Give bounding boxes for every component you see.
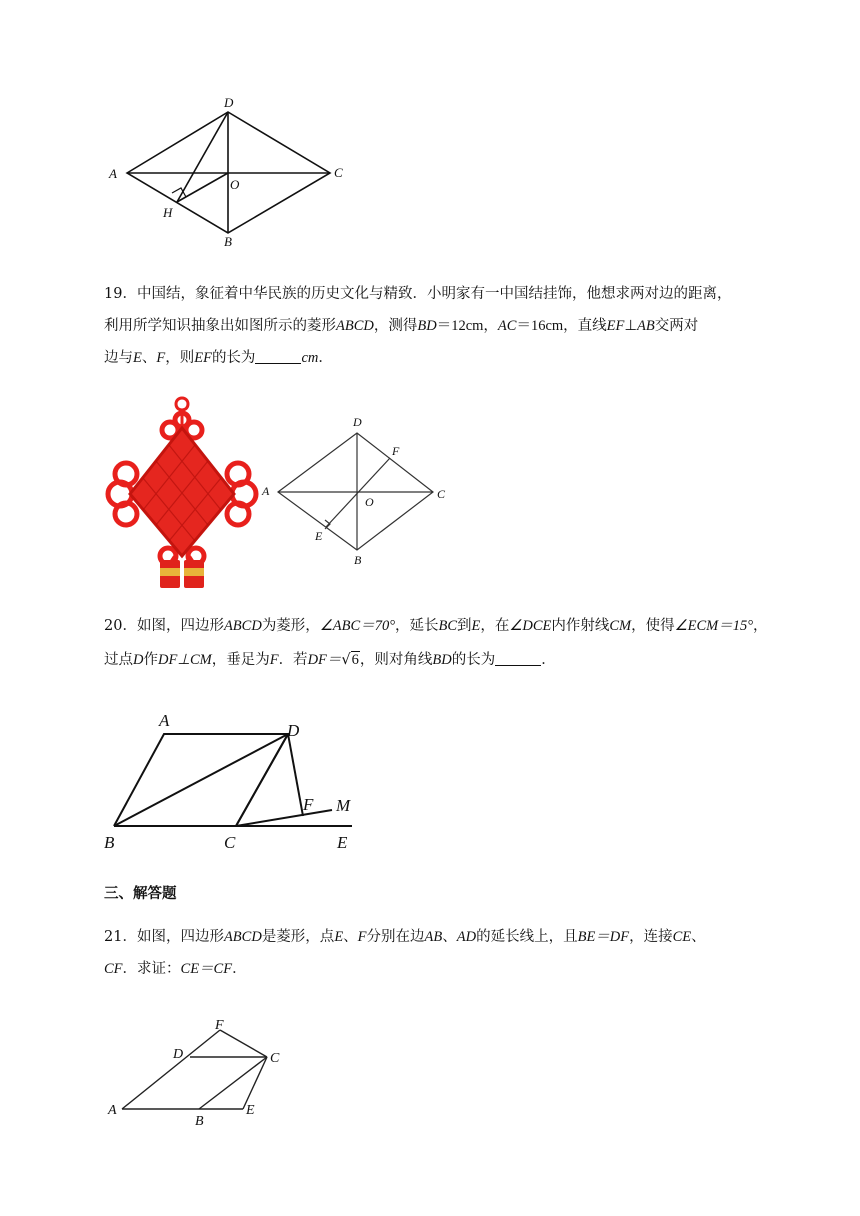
segment-bc (199, 1057, 267, 1109)
segment-df (288, 734, 303, 816)
q19-line1: 中国结，象征着中华民族的历史文化与精致．小明家有一中国结挂饰，他想求两对边的距离， (136, 286, 732, 302)
label-e: E (337, 833, 348, 852)
q20-text: 内作射线 (551, 618, 610, 634)
q21-sep: 、 (691, 929, 706, 945)
q20-text: 到 (457, 618, 472, 634)
label-a: A (108, 1103, 117, 1118)
q20-e: E (471, 618, 481, 634)
label-e: E (315, 529, 323, 543)
q19-text: 边与 (104, 350, 133, 366)
q20-f: F (269, 652, 279, 668)
segment-af (122, 1030, 220, 1109)
q20-text: ，垂足为 (211, 652, 270, 668)
answer-blank-20[interactable] (495, 651, 541, 666)
q20-end: ． (541, 652, 556, 668)
q19-text: 利用所学知识抽象出如图所示的菱形 (104, 318, 336, 334)
figure-21-rhombus (100, 1012, 300, 1132)
q19-text: 的长为 (211, 350, 256, 366)
figure-20-rhombus (100, 706, 370, 856)
q19-text: ，直线 (563, 318, 607, 334)
q20-d: D (133, 652, 144, 668)
q20-text: ，则对角线 (359, 652, 433, 668)
q21-end: ． (232, 961, 247, 977)
q19-ef: EF (194, 350, 212, 366)
label-b: B (224, 234, 232, 249)
question-21 (104, 927, 784, 980)
q19-eq: ＝ (516, 318, 531, 334)
q20-bd: BD (432, 652, 452, 668)
q20-text: 20．如图，四边形 (104, 618, 224, 634)
label-b: B (104, 833, 115, 852)
q21-sep: 、 (343, 929, 358, 945)
q21-ad: AD (456, 929, 477, 945)
sqrt-symbol: √6 (341, 652, 359, 668)
segment-dh (177, 112, 228, 202)
q21-text: ，连接 (629, 929, 673, 945)
answer-blank-19[interactable] (255, 349, 301, 364)
q20-text: ，在 (480, 618, 510, 634)
q21-text: 21．如图，四边形 (104, 929, 224, 945)
label-b: B (354, 553, 362, 567)
segment-fc (220, 1030, 267, 1057)
q20-text: ， (753, 618, 768, 634)
label-h: H (163, 205, 173, 220)
label-f: F (215, 1018, 224, 1033)
q19-text: ，则 (165, 350, 195, 366)
q19-bd-value: 12cm (451, 318, 484, 334)
q20-text: ，延长 (395, 618, 439, 634)
q19-unit: cm (301, 350, 319, 366)
q19-ef: EF (606, 318, 625, 334)
q19-text: ，测得 (373, 318, 418, 334)
q20-angle-ecm: ∠ECM＝15° (674, 618, 754, 634)
ray-cm (236, 810, 332, 826)
label-m: M (336, 796, 351, 815)
q19-number: 19． (104, 286, 137, 302)
q19-comma: ， (483, 318, 498, 334)
q19-ac-value: 16cm (530, 318, 564, 334)
q21-text: 的延长线上，且 (476, 929, 578, 945)
q19-ac: AC (497, 318, 517, 334)
section-heading: 三、解答题 (104, 885, 177, 902)
q19-ab: AB (637, 318, 655, 334)
label-c: C (224, 833, 236, 852)
figure-19-rhombus (258, 410, 458, 572)
q19-bd: BD (417, 318, 437, 334)
q21-be-df: BE＝DF (577, 929, 630, 945)
q19-end: ． (318, 350, 333, 366)
chinese-knot-image (104, 394, 269, 590)
q19-eq: ＝ (436, 318, 452, 334)
label-c: C (270, 1051, 280, 1066)
label-b: B (195, 1114, 204, 1129)
q19-sep: 、 (141, 350, 157, 366)
q21-text: ．求证： (122, 961, 181, 977)
q20-text: 作 (143, 652, 158, 668)
q21-cf: CF (104, 961, 123, 977)
q19-perp: ⊥ (624, 318, 638, 334)
label-a: A (159, 711, 170, 730)
q19-e: E (133, 350, 142, 366)
figure-18-rhombus (100, 90, 360, 255)
q21-ce: CE (672, 929, 692, 945)
q21-sep: 、 (442, 929, 457, 945)
q20-radicand: 6 (351, 652, 359, 668)
q20-cm: CM (609, 618, 632, 634)
q20-text: ，使得 (631, 618, 675, 634)
q20-df-perp: DF⊥CM (157, 652, 212, 668)
q20-text: ．若 (278, 652, 308, 668)
q19-f: F (156, 350, 166, 366)
q21-text: 是菱形，点 (261, 929, 335, 945)
label-f: F (392, 444, 400, 458)
label-d: D (224, 95, 234, 110)
q20-text: 的长为 (451, 652, 496, 668)
q20-angle-abc: ∠ABC＝70° (319, 618, 395, 634)
q21-text: 分别在边 (366, 929, 425, 945)
q20-bc: BC (438, 618, 458, 634)
q20-df: DF＝ (307, 652, 342, 668)
q20-text: 过点 (104, 652, 133, 668)
label-o: O (230, 177, 240, 192)
label-e: E (246, 1103, 255, 1118)
label-c: C (437, 487, 446, 501)
segment-ce (243, 1057, 267, 1109)
label-f: F (303, 795, 314, 814)
q21-rhombus-name: ABCD (223, 929, 262, 945)
label-d: D (353, 415, 362, 429)
q19-rhombus-name: ABCD (336, 318, 374, 334)
label-d: D (287, 721, 300, 740)
label-a: A (109, 166, 117, 181)
q20-text: 为菱形， (261, 618, 320, 634)
q20-angle-dce: ∠DCE (509, 618, 552, 634)
q21-ce-cf: CE＝CF (180, 961, 233, 977)
label-c: C (334, 165, 343, 180)
q20-rhombus-name: ABCD (223, 618, 262, 634)
q21-f: F (357, 929, 367, 945)
label-o: O (365, 495, 374, 509)
question-19 (104, 284, 784, 369)
q21-ab: AB (424, 929, 443, 945)
q19-text: 交两对 (654, 318, 699, 334)
label-a: A (262, 484, 270, 498)
q21-e: E (334, 929, 344, 945)
label-d: D (173, 1047, 184, 1062)
question-20 (104, 616, 784, 671)
